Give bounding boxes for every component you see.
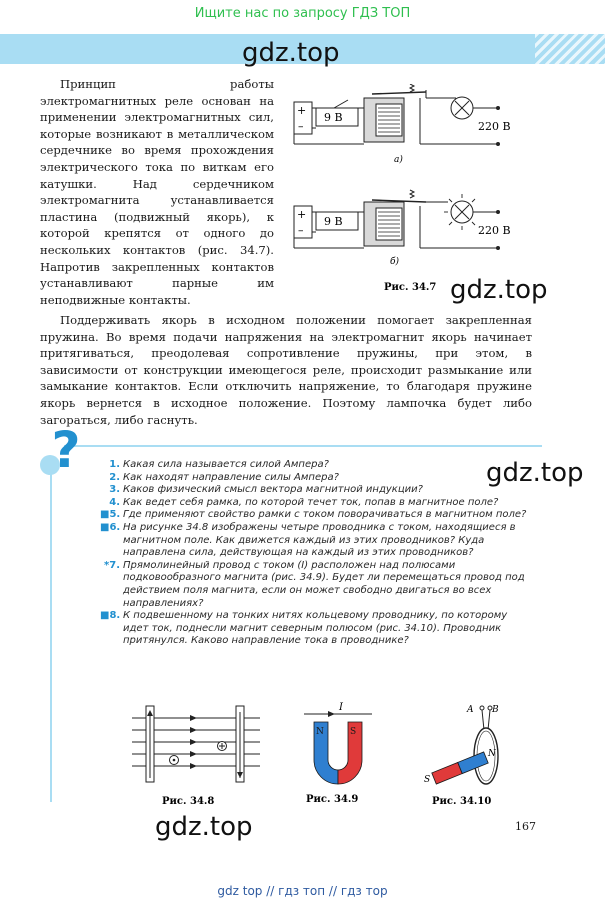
page-number: 167 xyxy=(515,820,536,833)
question-item xyxy=(100,560,530,610)
mains-label-220v: 220 В xyxy=(478,120,511,133)
search-hint-link[interactable]: Ищите нас по запросу ГДЗ ТОП xyxy=(194,6,411,21)
figure-caption-34-9: Рис. 34.9 xyxy=(306,794,359,805)
footer-links[interactable]: gdz top // гдз топ // гдз тор xyxy=(217,884,388,898)
label-a: A xyxy=(467,705,474,715)
battery-plus: + xyxy=(297,208,307,221)
mains-label-220v: 220 В xyxy=(478,224,511,237)
question-number: 1. xyxy=(109,459,120,470)
question-number: 3. xyxy=(109,484,120,496)
question-number: ■5. xyxy=(100,509,121,521)
watermark: gdz.top xyxy=(242,38,340,68)
question-number: ■8. xyxy=(100,610,121,622)
questions-divider xyxy=(64,445,542,447)
question-text: Каков физический смысл вектора магнитной индукции? xyxy=(123,484,423,496)
question-number: *7. xyxy=(104,559,120,571)
question-text: На рисунке 34.8 изображены четыре проводника с током, находящиеся в магнитном поле. Как движется каждый из этих проводников? Куда направлена сила, действующая на каждый из этих проводников? xyxy=(123,521,516,559)
subfigure-label-a: а) xyxy=(394,155,403,165)
battery-plus: + xyxy=(297,104,307,117)
watermark: gdz.top xyxy=(155,812,253,842)
figure-34-10 xyxy=(420,700,530,810)
header-band-stripes xyxy=(535,34,605,64)
figure-caption-34-10: Рис. 34.10 xyxy=(432,796,492,807)
figure-caption-34-8: Рис. 34.8 xyxy=(162,796,215,807)
label-b: B xyxy=(492,705,499,715)
pole-n-label: N xyxy=(488,749,496,759)
battery-minus: – xyxy=(298,224,304,237)
watermark: gdz.top xyxy=(486,458,584,488)
pole-s-label: S xyxy=(350,727,357,737)
pole-s-label: S xyxy=(424,775,431,785)
question-item xyxy=(100,610,530,648)
question-text: Какая сила называется силой Ампера? xyxy=(123,459,329,470)
question-number: ■6. xyxy=(100,521,121,533)
question-text: К подвешенному на тонких нитях кольцевому проводнику, по которому идет ток, поднесли магнит северным полюсом (рис. 34.10). Проводник притянулся. Каково направление тока в проводнике? xyxy=(123,610,508,647)
figure-34-7 xyxy=(286,84,518,296)
voltage-label-9v: 9 В xyxy=(324,215,343,228)
current-label: I xyxy=(339,702,343,713)
question-text: Где применяют свойство рамки с током поворачиваться в магнитном поле? xyxy=(123,509,527,521)
question-mark-icon: ? xyxy=(51,421,81,479)
relay-circuit-a xyxy=(294,84,511,165)
question-item xyxy=(100,484,530,497)
paragraph-relay-principle xyxy=(40,76,274,308)
questions-list xyxy=(100,459,530,648)
figure-caption-34-7: Рис. 34.7 xyxy=(384,282,437,293)
relay-circuit-b xyxy=(294,190,511,267)
question-text: Как ведет себя рамка, по которой течет ток, попав в магнитное поле? xyxy=(123,496,499,508)
question-text: Прямолинейный провод с током (I) расположен над полюсами подковообразного магнита (рис. 34.9). Будет ли перемещаться провод под действием поля магнита, если он может свободно двигаться во всех направлениях? xyxy=(123,559,525,609)
question-item xyxy=(100,522,530,560)
figure-34-8 xyxy=(128,700,264,810)
subfigure-label-b: б) xyxy=(390,257,400,267)
battery-minus: – xyxy=(298,120,304,133)
question-number: 2. xyxy=(109,471,120,483)
voltage-label-9v: 9 В xyxy=(324,111,343,124)
paragraph-text: Принцип работы электромагнитных реле основан на применении электромагнитных сил, которые возникают в металлическом сердечнике во время прохождения электрического тока по виткам его катушки. Над сердечником электромагнита устанавливается пластина (подвижный якорь), к которой крепятся от одного до нескольких контактов (рис. 34.7). Напротив закрепленных контактов устанавливают парные им неподвижные контакты. xyxy=(40,77,274,307)
watermark: gdz.top xyxy=(450,275,548,305)
question-item xyxy=(100,497,530,510)
figure-34-9 xyxy=(298,698,378,810)
question-item xyxy=(100,472,530,485)
paragraph-text: Поддерживать якорь в исходном положении помогает закрепленная пружина. Во время подачи напряжения на электромагнит якорь начинает притягиваться, преодолевая сопротивление пружины, при этом, в зависимости от конструкции имеющегося реле, происходит размыкание или замыкание контактов. Если отключить напряжение, то благодаря пружине якорь вернется в исходное положение. Поэтому лампочка будет либо загораться, либо гаснуть. xyxy=(40,313,532,427)
paragraph-spring xyxy=(40,312,532,428)
question-text: Как находят направление силы Ампера? xyxy=(123,471,339,483)
question-item xyxy=(100,509,530,522)
pole-n-label: N xyxy=(316,727,324,737)
question-number: 4. xyxy=(109,496,120,508)
questions-side-line xyxy=(50,472,52,802)
question-item xyxy=(100,459,530,472)
